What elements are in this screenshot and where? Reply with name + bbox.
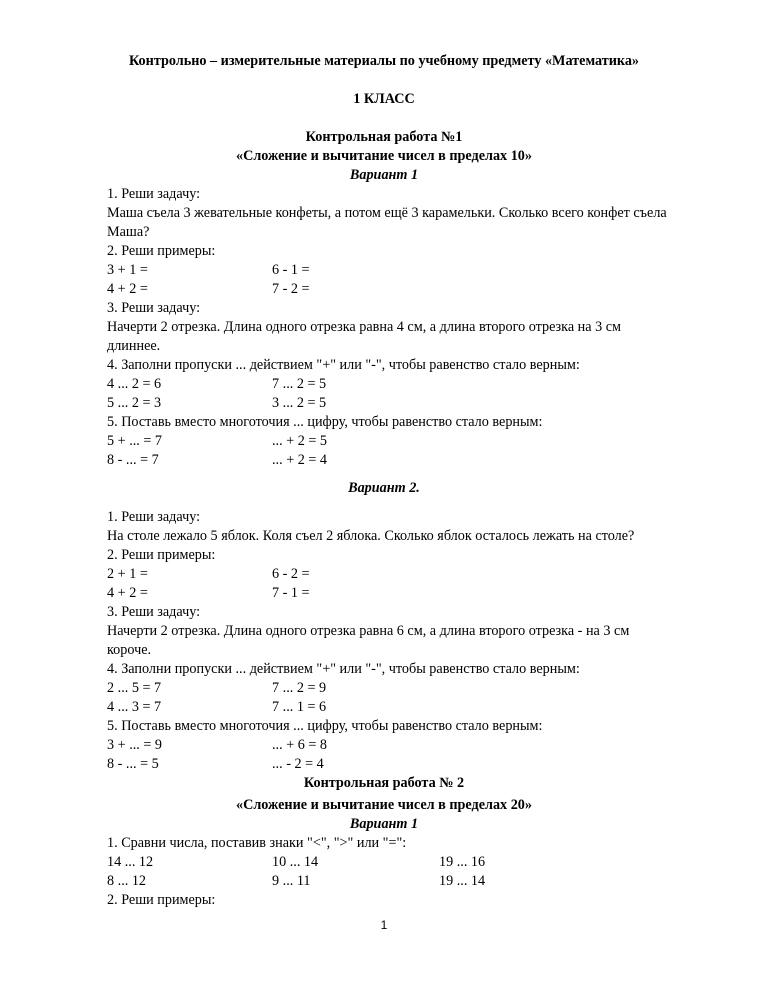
test1-subtitle: «Сложение и вычитание чисел в пределах 10»	[236, 148, 532, 164]
t1v2-task5-label: 5. Поставь вместо многоточия ... цифру, чтобы равенство стало верным:	[107, 718, 543, 734]
example: 5 ... 2 = 3	[107, 395, 162, 411]
example: 3 ... 2 = 5	[272, 395, 327, 411]
t1v2-task3-label: 3. Реши задачу:	[107, 604, 201, 620]
comparison: 8 ... 12	[107, 873, 147, 889]
t1v1-task1-text: Маша съела 3 жевательные конфеты, а потом ещё 3 карамельки. Сколько всего конфет съела	[107, 205, 667, 221]
t2v1-task1-label: 1. Сравни числа, поставив знаки "<", ">" или "=":	[107, 835, 407, 851]
test1-variant2-heading: Вариант 2.	[348, 480, 420, 496]
t1v1-task3-text: Начерти 2 отрезка. Длина одного отрезка равна 4 см, а длина второго отрезка на 3 см	[107, 319, 622, 335]
t1v2-task3-text-cont: короче.	[107, 642, 152, 658]
example: ... + 2 = 5	[272, 433, 328, 449]
comparison: 9 ... 11	[272, 873, 311, 889]
t1v1-task5-label: 5. Поставь вместо многоточия ... цифру, чтобы равенство стало верным:	[107, 414, 543, 430]
example: 8 - ... = 7	[107, 452, 159, 468]
example: ... + 6 = 8	[272, 737, 328, 753]
example: 7 - 2 =	[272, 281, 310, 297]
comparison: 10 ... 14	[272, 854, 319, 870]
t1v1-task2-label: 2. Реши примеры:	[107, 243, 216, 259]
test2-variant1-heading: Вариант 1	[349, 816, 419, 832]
t1v2-task4-label: 4. Заполни пропуски ... действием "+" или "-", чтобы равенство стало верным:	[107, 661, 580, 677]
example: 8 - ... = 5	[107, 756, 159, 772]
test1-variant1-heading: Вариант 1	[349, 167, 419, 183]
test2-title: Контрольная работа № 2	[303, 775, 465, 791]
comparison: 19 ... 14	[439, 873, 486, 889]
t1v2-task1-label: 1. Реши задачу:	[107, 509, 201, 525]
example: ... - 2 = 4	[272, 756, 324, 772]
document-title: Контрольно – измерительные материалы по учебному предмету «Математика»	[128, 53, 640, 69]
t1v2-task1-text: На столе лежало 5 яблок. Коля съел 2 яблока. Сколько яблок осталось лежать на столе?	[107, 528, 635, 544]
t1v1-task3-label: 3. Реши задачу:	[107, 300, 201, 316]
t2v1-task2-label: 2. Реши примеры:	[107, 892, 216, 908]
example: ... + 2 = 4	[272, 452, 328, 468]
comparison: 19 ... 16	[439, 854, 486, 870]
example: 7 ... 2 = 5	[272, 376, 327, 392]
example: 7 ... 2 = 9	[272, 680, 327, 696]
example: 3 + 1 =	[107, 262, 148, 278]
example: 4 + 2 =	[107, 585, 148, 601]
test1-title: Контрольная работа №1	[305, 129, 463, 145]
example: 7 ... 1 = 6	[272, 699, 327, 715]
t1v1-task1-label: 1. Реши задачу:	[107, 186, 201, 202]
example: 2 + 1 =	[107, 566, 148, 582]
t1v2-task3-text: Начерти 2 отрезка. Длина одного отрезка равна 6 см, а длина второго отрезка - на 3 см	[107, 623, 630, 639]
example: 2 ... 5 = 7	[107, 680, 162, 696]
example: 6 - 2 =	[272, 566, 310, 582]
comparison: 14 ... 12	[107, 854, 154, 870]
t1v1-task4-label: 4. Заполни пропуски ... действием "+" или "-", чтобы равенство стало верным:	[107, 357, 580, 373]
grade-heading: 1 КЛАСС	[353, 91, 415, 107]
example: 6 - 1 =	[272, 262, 310, 278]
page-number: 1	[380, 918, 388, 932]
t1v1-task1-text-cont: Маша?	[107, 224, 150, 240]
example: 4 ... 2 = 6	[107, 376, 162, 392]
example: 4 ... 3 = 7	[107, 699, 162, 715]
example: 4 + 2 =	[107, 281, 148, 297]
t1v1-task3-text-cont: длиннее.	[107, 338, 161, 354]
example: 5 + ... = 7	[107, 433, 163, 449]
example: 3 + ... = 9	[107, 737, 163, 753]
test2-subtitle: «Сложение и вычитание чисел в пределах 20»	[236, 797, 532, 813]
example: 7 - 1 =	[272, 585, 310, 601]
t1v2-task2-label: 2. Реши примеры:	[107, 547, 216, 563]
